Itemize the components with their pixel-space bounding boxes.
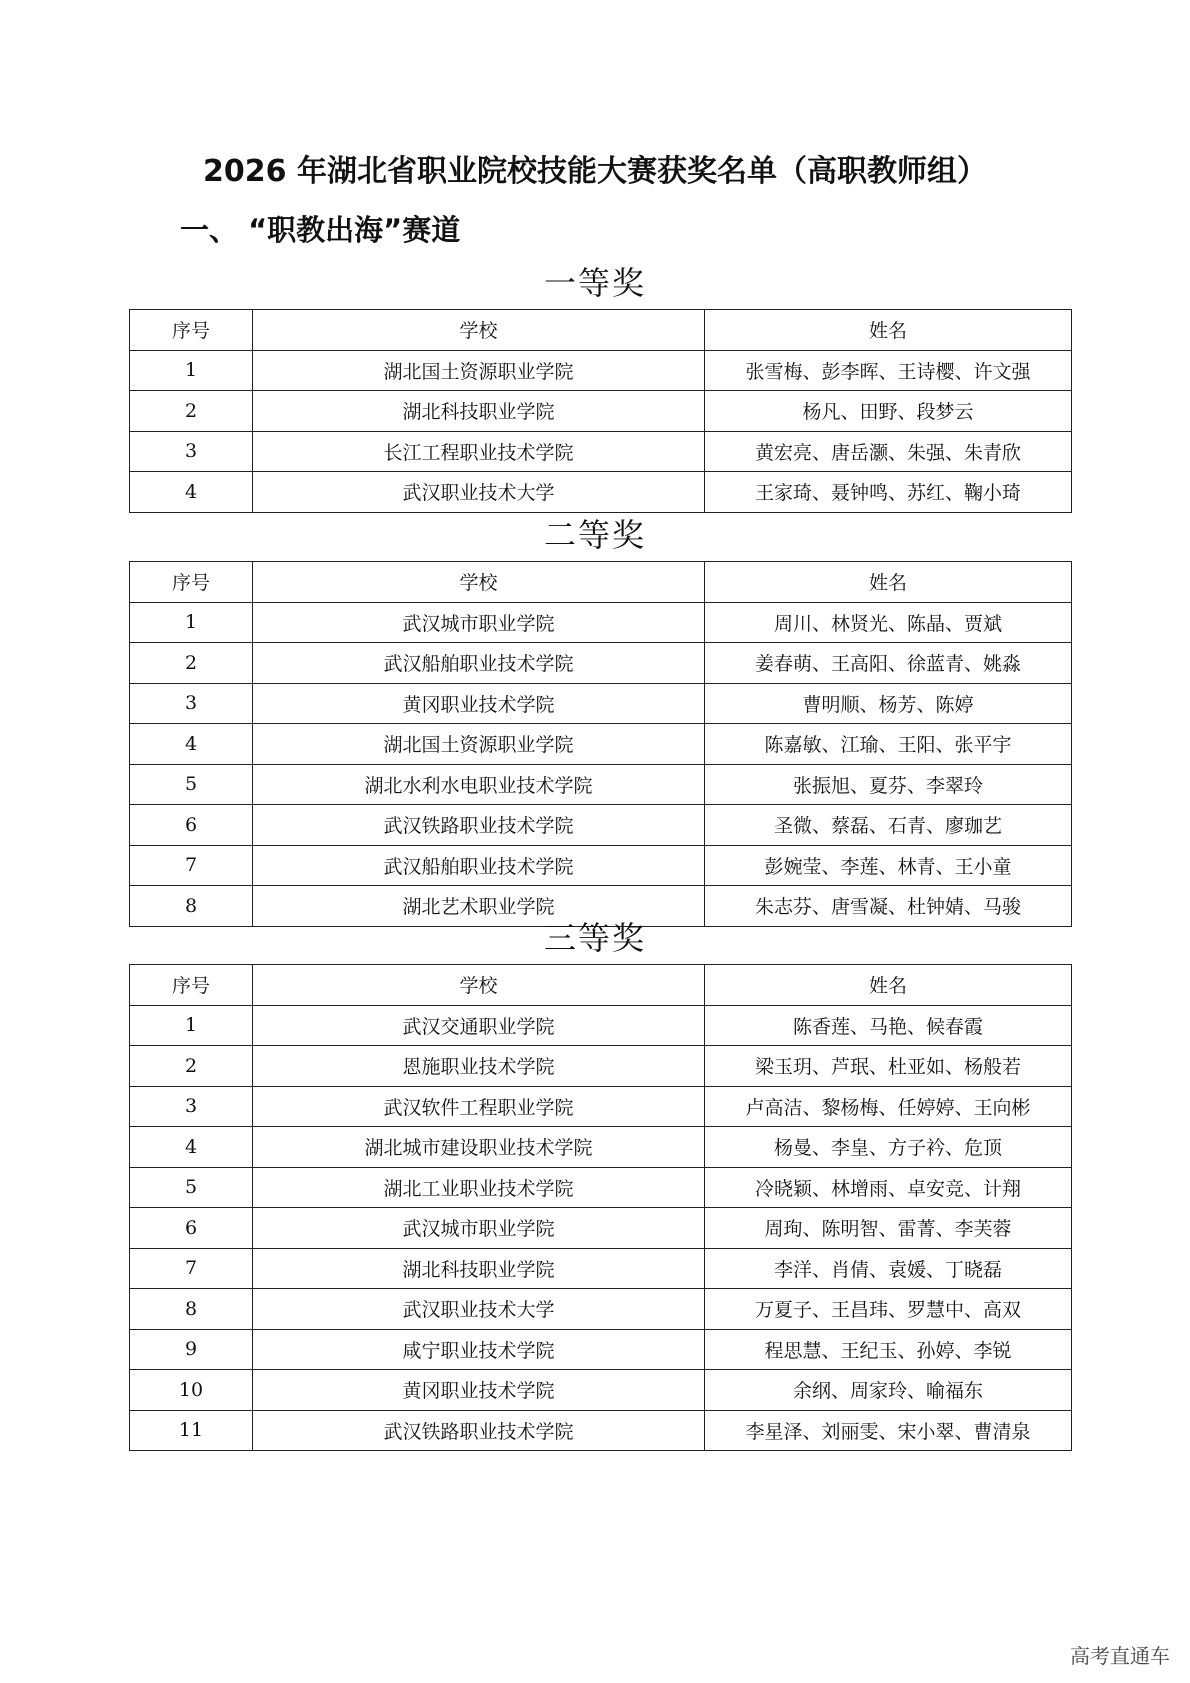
row-index: 5 bbox=[130, 1167, 253, 1208]
header-names: 姓名 bbox=[705, 965, 1072, 1006]
awardee-names: 姜春萌、王高阳、徐蓝青、姚淼 bbox=[705, 643, 1072, 684]
table-row bbox=[130, 431, 1072, 472]
awardee-names: 周珣、陈明智、雷菁、李芙蓉 bbox=[705, 1208, 1072, 1249]
awardee-names: 陈香莲、马艳、候春霞 bbox=[705, 1005, 1072, 1046]
table-row bbox=[130, 1127, 1072, 1168]
table-row bbox=[130, 1329, 1072, 1370]
first-prize-heading: 一等奖 bbox=[543, 264, 646, 302]
school-name: 黄冈职业技术学院 bbox=[253, 683, 705, 724]
school-name: 武汉铁路职业技术学院 bbox=[253, 805, 705, 846]
table-row bbox=[130, 1289, 1072, 1330]
school-name: 湖北科技职业学院 bbox=[253, 1248, 705, 1289]
header-names: 姓名 bbox=[705, 562, 1072, 603]
header-school: 学校 bbox=[253, 310, 705, 351]
school-name: 武汉船舶职业技术学院 bbox=[253, 643, 705, 684]
awardee-names: 彭婉莹、李莲、林青、王小童 bbox=[705, 845, 1072, 886]
awardee-names: 黄宏亮、唐岳灏、朱强、朱青欣 bbox=[705, 431, 1072, 472]
table-row bbox=[130, 1410, 1072, 1451]
school-name: 湖北水利水电职业技术学院 bbox=[253, 764, 705, 805]
document-title: 2026 年湖北省职业院校技能大赛获奖名单（高职教师组） bbox=[203, 154, 987, 189]
row-index: 3 bbox=[130, 1086, 253, 1127]
table-row bbox=[130, 1167, 1072, 1208]
table-row bbox=[130, 391, 1072, 432]
awardee-names: 李洋、肖倩、袁媛、丁晓磊 bbox=[705, 1248, 1072, 1289]
third-prize-heading: 三等奖 bbox=[543, 919, 646, 957]
row-index: 5 bbox=[130, 764, 253, 805]
school-name: 武汉交通职业学院 bbox=[253, 1005, 705, 1046]
row-index: 8 bbox=[130, 886, 253, 927]
row-index: 10 bbox=[130, 1370, 253, 1411]
table-row bbox=[130, 1248, 1072, 1289]
row-index: 2 bbox=[130, 643, 253, 684]
header-index: 序号 bbox=[130, 310, 253, 351]
table-row bbox=[130, 1086, 1072, 1127]
school-name: 武汉软件工程职业学院 bbox=[253, 1086, 705, 1127]
second-prize-heading: 二等奖 bbox=[543, 516, 646, 554]
header-school: 学校 bbox=[253, 965, 705, 1006]
row-index: 7 bbox=[130, 1248, 253, 1289]
awardee-names: 朱志芬、唐雪凝、杜钟婧、马骏 bbox=[705, 886, 1072, 927]
table-header-row bbox=[130, 310, 1072, 351]
row-index: 4 bbox=[130, 472, 253, 513]
awardee-names: 冷晓颖、林增雨、卓安竞、计翔 bbox=[705, 1167, 1072, 1208]
row-index: 2 bbox=[130, 391, 253, 432]
table-row bbox=[130, 350, 1072, 391]
awardee-names: 杨凡、田野、段梦云 bbox=[705, 391, 1072, 432]
table-header-row bbox=[130, 562, 1072, 603]
awardee-names: 周川、林贤光、陈晶、贾斌 bbox=[705, 602, 1072, 643]
school-name: 湖北工业职业技术学院 bbox=[253, 1167, 705, 1208]
school-name: 湖北城市建设职业技术学院 bbox=[253, 1127, 705, 1168]
school-name: 武汉船舶职业技术学院 bbox=[253, 845, 705, 886]
row-index: 7 bbox=[130, 845, 253, 886]
school-name: 长江工程职业技术学院 bbox=[253, 431, 705, 472]
school-name: 恩施职业技术学院 bbox=[253, 1046, 705, 1087]
table-row bbox=[130, 1005, 1072, 1046]
school-name: 黄冈职业技术学院 bbox=[253, 1370, 705, 1411]
watermark-text: 高考直通车 bbox=[1070, 1644, 1170, 1668]
awardee-names: 程思慧、王纪玉、孙婷、李锐 bbox=[705, 1329, 1072, 1370]
row-index: 3 bbox=[130, 431, 253, 472]
first-prize-table bbox=[129, 309, 1072, 513]
row-index: 8 bbox=[130, 1289, 253, 1330]
awardee-names: 张雪梅、彭李晖、王诗樱、许文强 bbox=[705, 350, 1072, 391]
row-index: 4 bbox=[130, 724, 253, 765]
header-index: 序号 bbox=[130, 965, 253, 1006]
table-row bbox=[130, 472, 1072, 513]
second-prize-table bbox=[129, 561, 1072, 927]
awardee-names: 张振旭、夏芬、李翠玲 bbox=[705, 764, 1072, 805]
school-name: 武汉城市职业学院 bbox=[253, 1208, 705, 1249]
awardee-names: 曹明顺、杨芳、陈婷 bbox=[705, 683, 1072, 724]
row-index: 2 bbox=[130, 1046, 253, 1087]
table-row bbox=[130, 643, 1072, 684]
row-index: 6 bbox=[130, 1208, 253, 1249]
school-name: 湖北科技职业学院 bbox=[253, 391, 705, 432]
row-index: 4 bbox=[130, 1127, 253, 1168]
awardee-names: 陈嘉敏、江瑜、王阳、张平宇 bbox=[705, 724, 1072, 765]
table-row bbox=[130, 724, 1072, 765]
header-school: 学校 bbox=[253, 562, 705, 603]
table-row bbox=[130, 764, 1072, 805]
awardee-names: 梁玉玥、芦珉、杜亚如、杨般若 bbox=[705, 1046, 1072, 1087]
row-index: 9 bbox=[130, 1329, 253, 1370]
awardee-names: 杨曼、李皇、方子衿、危顶 bbox=[705, 1127, 1072, 1168]
table-row bbox=[130, 805, 1072, 846]
school-name: 湖北国土资源职业学院 bbox=[253, 350, 705, 391]
school-name: 武汉铁路职业技术学院 bbox=[253, 1410, 705, 1451]
school-name: 湖北国土资源职业学院 bbox=[253, 724, 705, 765]
school-name: 武汉城市职业学院 bbox=[253, 602, 705, 643]
row-index: 11 bbox=[130, 1410, 253, 1451]
header-index: 序号 bbox=[130, 562, 253, 603]
section-heading: 一、 “职教出海”赛道 bbox=[180, 213, 461, 247]
awardee-names: 圣微、蔡磊、石青、廖珈艺 bbox=[705, 805, 1072, 846]
row-index: 1 bbox=[130, 602, 253, 643]
row-index: 6 bbox=[130, 805, 253, 846]
table-row bbox=[130, 1208, 1072, 1249]
row-index: 1 bbox=[130, 350, 253, 391]
table-row bbox=[130, 1046, 1072, 1087]
table-row bbox=[130, 845, 1072, 886]
table-header-row bbox=[130, 965, 1072, 1006]
awardee-names: 王家琦、聂钟鸣、苏红、鞠小琦 bbox=[705, 472, 1072, 513]
awardee-names: 卢高洁、黎杨梅、任婷婷、王向彬 bbox=[705, 1086, 1072, 1127]
table-row bbox=[130, 602, 1072, 643]
header-names: 姓名 bbox=[705, 310, 1072, 351]
third-prize-table bbox=[129, 964, 1072, 1451]
row-index: 1 bbox=[130, 1005, 253, 1046]
awardee-names: 万夏子、王昌玮、罗慧中、高双 bbox=[705, 1289, 1072, 1330]
school-name: 武汉职业技术大学 bbox=[253, 472, 705, 513]
school-name: 咸宁职业技术学院 bbox=[253, 1329, 705, 1370]
awardee-names: 余纲、周家玲、喻福东 bbox=[705, 1370, 1072, 1411]
row-index: 3 bbox=[130, 683, 253, 724]
awardee-names: 李星泽、刘丽雯、宋小翠、曹清泉 bbox=[705, 1410, 1072, 1451]
school-name: 湖北艺术职业学院 bbox=[253, 886, 705, 927]
table-row bbox=[130, 683, 1072, 724]
school-name: 武汉职业技术大学 bbox=[253, 1289, 705, 1330]
table-row bbox=[130, 1370, 1072, 1411]
